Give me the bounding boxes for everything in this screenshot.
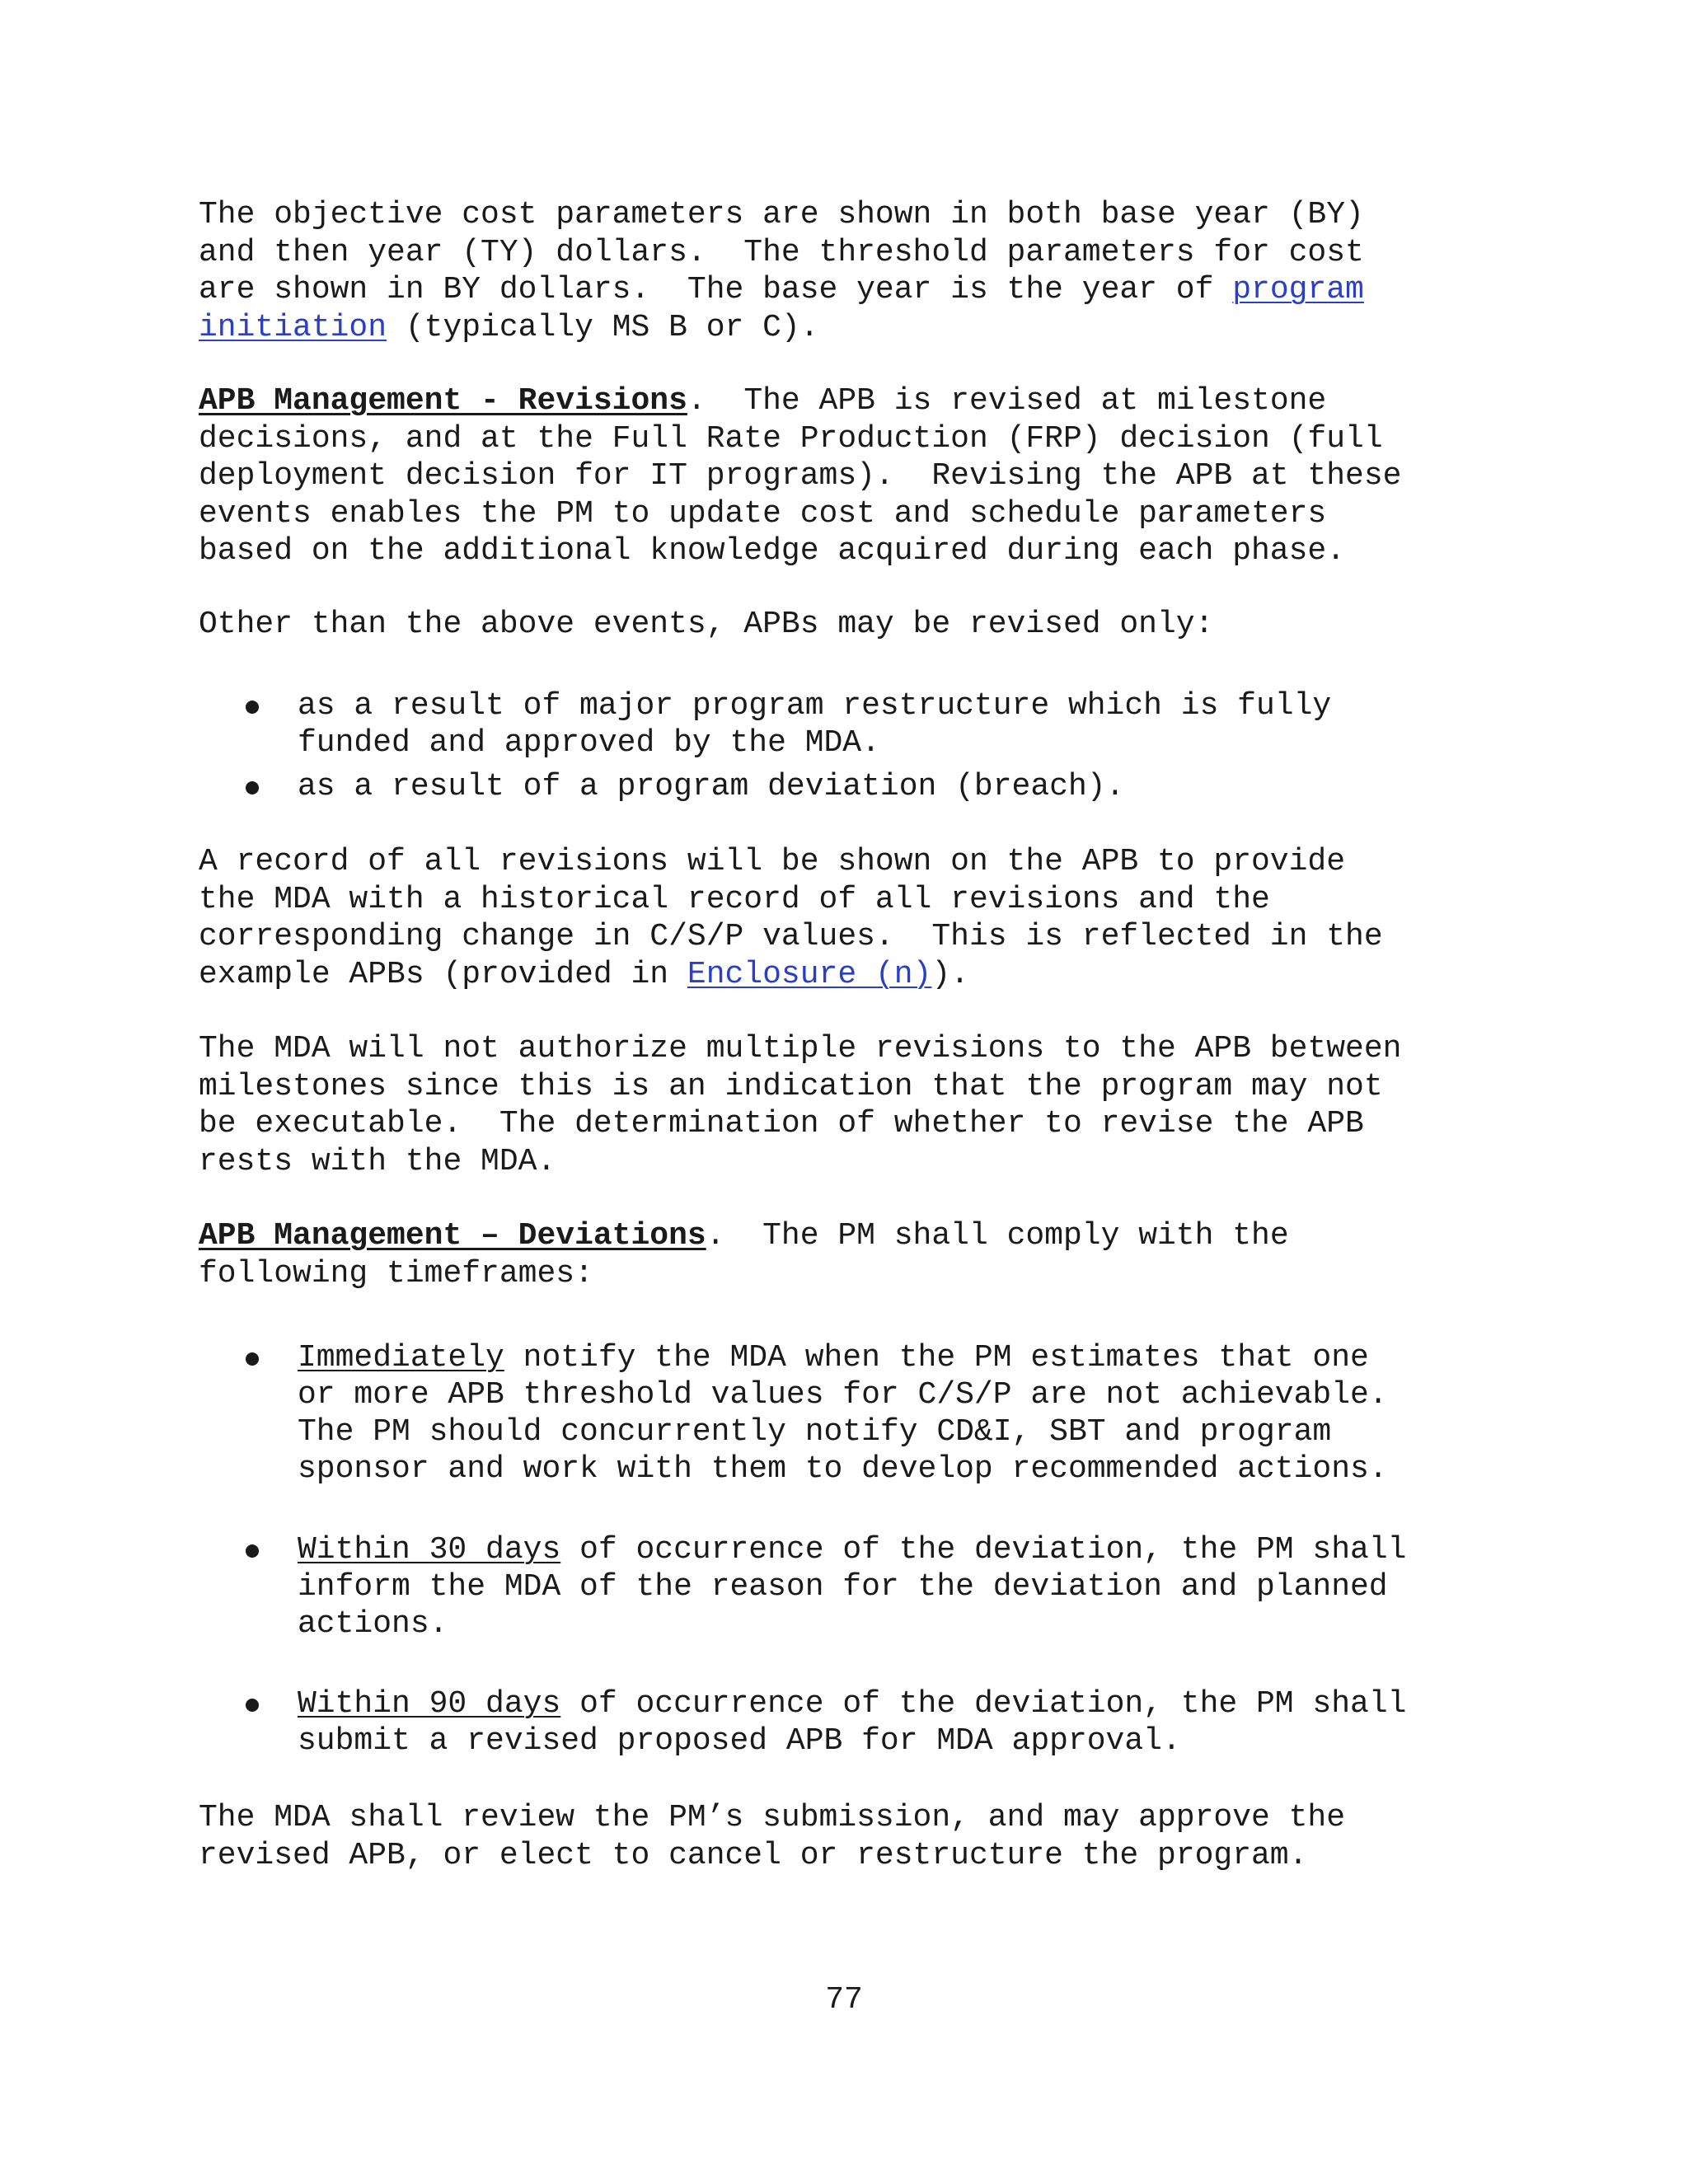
list-item: as a result of a program deviation (breach). [298, 769, 1125, 804]
list-item-continuation: inform the MDA of the reason for the deviation and planned [298, 1569, 1388, 1605]
paragraph-other-events [199, 606, 1501, 644]
list-item-continuation: sponsor and work with them to develop recommended actions. [298, 1451, 1388, 1487]
text-line: based on the additional knowledge acquired during each phase. [199, 533, 1346, 569]
text-line: events enables the PM to update cost and schedule parameters [199, 495, 1327, 532]
list-item [298, 1531, 1534, 1569]
section-heading-deviations: APB Management – Deviations [199, 1218, 706, 1254]
text-line: deployment decision for IT programs). Revising the APB at these [199, 458, 1402, 494]
text-line: and then year (TY) dollars. The threshold parameters for cost [199, 234, 1364, 270]
text-line: milestones since this is an indication that the program may not [199, 1068, 1383, 1104]
list-item [298, 1685, 1534, 1723]
text-line: The objective cost parameters are shown in both base year (BY) [199, 197, 1364, 232]
text-line: decisions, and at the Full Rate Production (FRP) decision (full [199, 420, 1383, 457]
bullet-icon [246, 701, 259, 714]
paragraph-mda-authorization [199, 1030, 1501, 1180]
program-initiation-link[interactable]: initiation [199, 309, 387, 345]
text-line: are shown in BY dollars. The base year is the year of [199, 272, 1233, 307]
text-line: . The PM shall comply with the [706, 1218, 1289, 1254]
text-line: following timeframes: [199, 1255, 593, 1291]
text-line: the MDA with a historical record of all revisions and the [199, 881, 1270, 917]
list-item-continuation: submit a revised proposed APB for MDA approval. [298, 1723, 1181, 1759]
text-line: rests with the MDA. [199, 1143, 556, 1179]
paragraph-revisions [199, 382, 1501, 570]
text-line: (typically MS B or C). [387, 309, 819, 345]
paragraph-revision-record [199, 843, 1501, 993]
text-line: A record of all revisions will be shown on the APB to provide [199, 844, 1346, 879]
paragraph-deviations [199, 1217, 1501, 1292]
section-heading-revisions: APB Management - Revisions [199, 383, 687, 419]
emphasis-term: Within 30 days [298, 1532, 561, 1568]
text-line: of occurrence of the deviation, the PM shall [560, 1532, 1407, 1568]
text-line: be executable. The determination of whether to revise the APB [199, 1106, 1364, 1141]
text-line: The MDA will not authorize multiple revisions to the APB between [199, 1031, 1402, 1066]
text-line: notify the MDA when the PM estimates that one [504, 1340, 1369, 1376]
bullet-icon [246, 1544, 259, 1558]
text-line: . The APB is revised at milestone [687, 383, 1327, 419]
text-line: ). [931, 956, 969, 992]
bullet-icon [246, 781, 259, 794]
paragraph-mda-review [199, 1799, 1501, 1874]
list-item [298, 1339, 1534, 1377]
enclosure-link[interactable]: Enclosure (n) [687, 956, 932, 992]
program-initiation-link[interactable]: program [1232, 272, 1364, 307]
emphasis-term: Immediately [298, 1340, 504, 1376]
emphasis-term: Within 90 days [298, 1686, 561, 1722]
paragraph-cost-parameters [199, 196, 1501, 346]
list-item-continuation: funded and approved by the MDA. [298, 725, 880, 761]
list-item-continuation: or more APB threshold values for C/S/P are not achievable. [298, 1377, 1388, 1413]
page-number: 77 [825, 1982, 863, 2018]
list-item-continuation: actions. [298, 1606, 448, 1642]
text-line: of occurrence of the deviation, the PM shall [560, 1686, 1407, 1722]
text-line: Other than the above events, APBs may be revised only: [199, 607, 1214, 642]
list-item-continuation: The PM should concurrently notify CD&I, SBT and program [298, 1414, 1332, 1450]
bullet-icon [246, 1699, 259, 1712]
bullet-icon [246, 1352, 259, 1366]
text-line: corresponding change in C/S/P values. This is reflected in the [199, 919, 1383, 954]
text-line: The MDA shall review the PM’s submission, and may approve the [199, 1800, 1346, 1835]
text-line: revised APB, or elect to cancel or restructure the program. [199, 1837, 1308, 1873]
list-item: as a result of major program restructure which is fully [298, 688, 1332, 724]
text-line: example APBs (provided in [199, 956, 687, 992]
